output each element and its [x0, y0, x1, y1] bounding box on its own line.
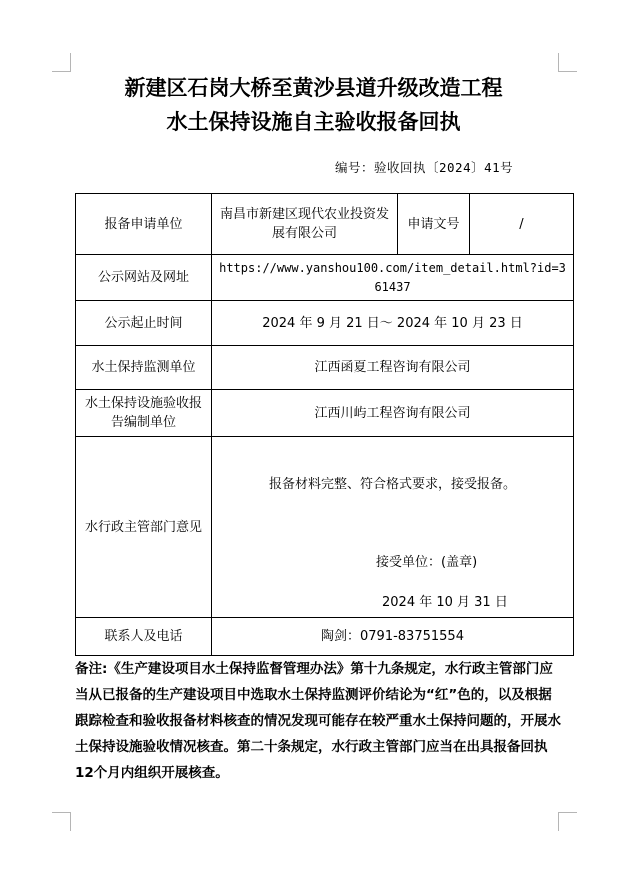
- row-applicant: [76, 194, 574, 255]
- document-number: 编号：验收回执〔2024〕41号: [335, 160, 514, 175]
- applicant-value: 南昌市新建区现代农业投资发展有限公司: [212, 194, 398, 255]
- row-monitor: [76, 346, 574, 390]
- receipt-form-table: [75, 193, 574, 656]
- contact-label: 联系人及电话: [76, 618, 212, 656]
- report-unit-value: 江西川屿工程咨询有限公司: [212, 390, 574, 437]
- row-period: [76, 301, 574, 346]
- opinion-date: 2024 年 10 月 31 日: [382, 595, 508, 610]
- website-url: https://www.yanshou100.com/item_detail.html?id=361437: [212, 255, 574, 301]
- contact-value: 陶剑：0791-83751554: [212, 618, 574, 656]
- opinion-seal-unit: 接受单位：(盖章): [376, 555, 478, 570]
- doc-no-label: 申请文号: [398, 194, 470, 255]
- remarks-note: 备注:《生产建设项目水土保持监督管理办法》第十九条规定，水行政主管部门应当从已报备的生产建设项目中选取水土保持监测评价结论为“红”色的，以及根据跟踪检查和验收报备材料核查的情况发现可能存在较严重水土保持问题的，开展水土保持设施验收情况核查。第二十条规定，水行政主管部门应当在出具报备回执12个月内组织开展核查。: [75, 661, 561, 781]
- opinion-label: 水行政主管部门意见: [76, 437, 212, 618]
- row-contact: [76, 618, 574, 656]
- document-title-line-2: 水土保持设施自主验收报备回执: [166, 109, 461, 134]
- period-value: 2024 年 9 月 21 日～ 2024 年 10 月 23 日: [212, 301, 574, 346]
- applicant-label: 报备申请单位: [76, 194, 212, 255]
- crop-mark-bottom-right: [558, 812, 577, 831]
- period-label: 公示起止时间: [76, 301, 212, 346]
- row-opinion: [76, 437, 574, 618]
- row-report-unit: [76, 390, 574, 437]
- crop-mark-top-right: [558, 53, 577, 72]
- document-title-line-1: 新建区石岗大桥至黄沙县道升级改造工程: [124, 75, 503, 100]
- crop-mark-top-left: [52, 53, 71, 72]
- opinion-text: 报备材料完整、符合格式要求，接受报备。: [268, 477, 516, 492]
- doc-no-value: /: [470, 194, 574, 255]
- report-unit-label: 水土保持设施验收报告编制单位: [76, 390, 212, 437]
- opinion-cell: [212, 437, 574, 618]
- monitor-label: 水土保持监测单位: [76, 346, 212, 390]
- monitor-value: 江西函夏工程咨询有限公司: [212, 346, 574, 390]
- crop-mark-bottom-left: [52, 812, 71, 831]
- row-website: [76, 255, 574, 301]
- website-label: 公示网站及网址: [76, 255, 212, 301]
